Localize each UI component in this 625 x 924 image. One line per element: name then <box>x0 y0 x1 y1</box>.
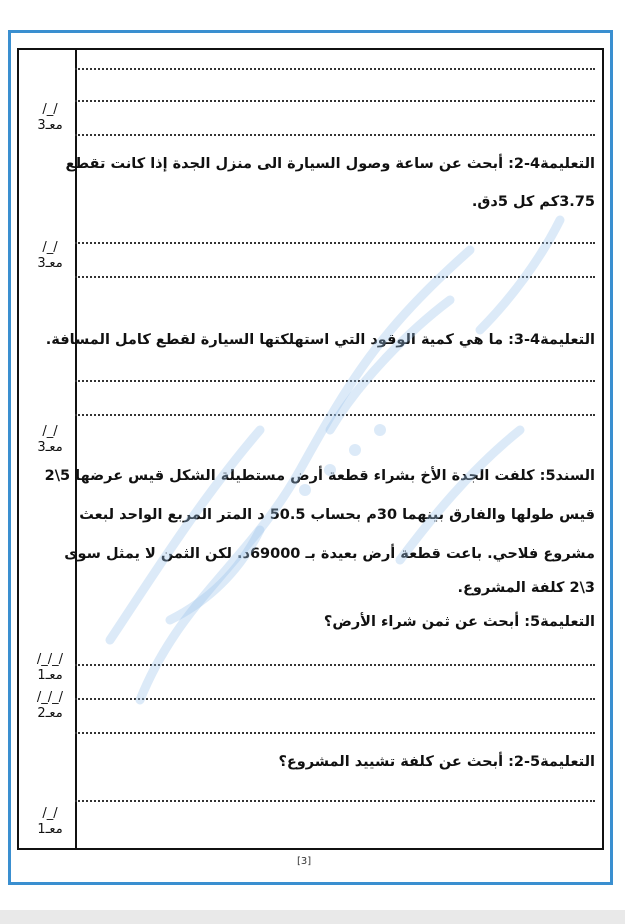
task-4-3: التعليمة4-3: ما هي كمية الوقود التي استهلكتها السيارة لقطع كامل المسافة. <box>45 332 595 348</box>
document-5-line3: مشروع فلاحي. باعت قطعة أرض بعيدة بـ 69000د. لكن الثمن لا يمثل سوى <box>64 546 595 562</box>
page-number: [3] <box>297 856 312 867</box>
answer-line <box>75 380 595 382</box>
score-box: /_/_/ معـ1 <box>36 652 64 683</box>
document-5-line4: 3\2 كلفة المشروع. <box>457 580 595 596</box>
score-box: /_/ معـ3 <box>37 102 63 133</box>
answer-line <box>75 276 595 278</box>
task-5: التعليمة5: أبحث عن ثمن شراء الأرض؟ <box>323 614 595 630</box>
score-box: /_/ معـ1 <box>37 806 63 837</box>
answer-line <box>75 100 595 102</box>
document-5-line1: السند5: كلفت الجدة الأخ بشراء قطعة أرض مستطيلة الشكل قيس عرضها 5\2 <box>44 468 595 484</box>
answer-line <box>75 698 595 700</box>
task-4-2-line2: 3.75كم كل 5دق. <box>471 194 595 210</box>
answer-line <box>75 800 595 802</box>
answer-line <box>75 68 595 70</box>
document-5-line2: قيس طولها والفارق بينهما 30م بحساب 50.5 د المتر المربع الواحد لبعث <box>79 507 595 523</box>
score-box: /_/ معـ3 <box>37 424 63 455</box>
score-box: /_/ معـ3 <box>37 240 63 271</box>
bottom-bar <box>0 910 625 924</box>
task-5-2: التعليمة5-2: أبحث عن كلفة تشييد المشروع؟ <box>278 754 595 770</box>
answer-line <box>75 732 595 734</box>
score-box: /_/_/ معـ2 <box>36 690 64 721</box>
task-4-2-line1: التعليمة4-2: أبحث عن ساعة وصول السيارة الى منزل الجدة إذا كانت تقطع <box>65 156 595 172</box>
answer-line <box>75 414 595 416</box>
answer-line <box>75 134 595 136</box>
answer-line <box>75 664 595 666</box>
answer-line <box>75 242 595 244</box>
